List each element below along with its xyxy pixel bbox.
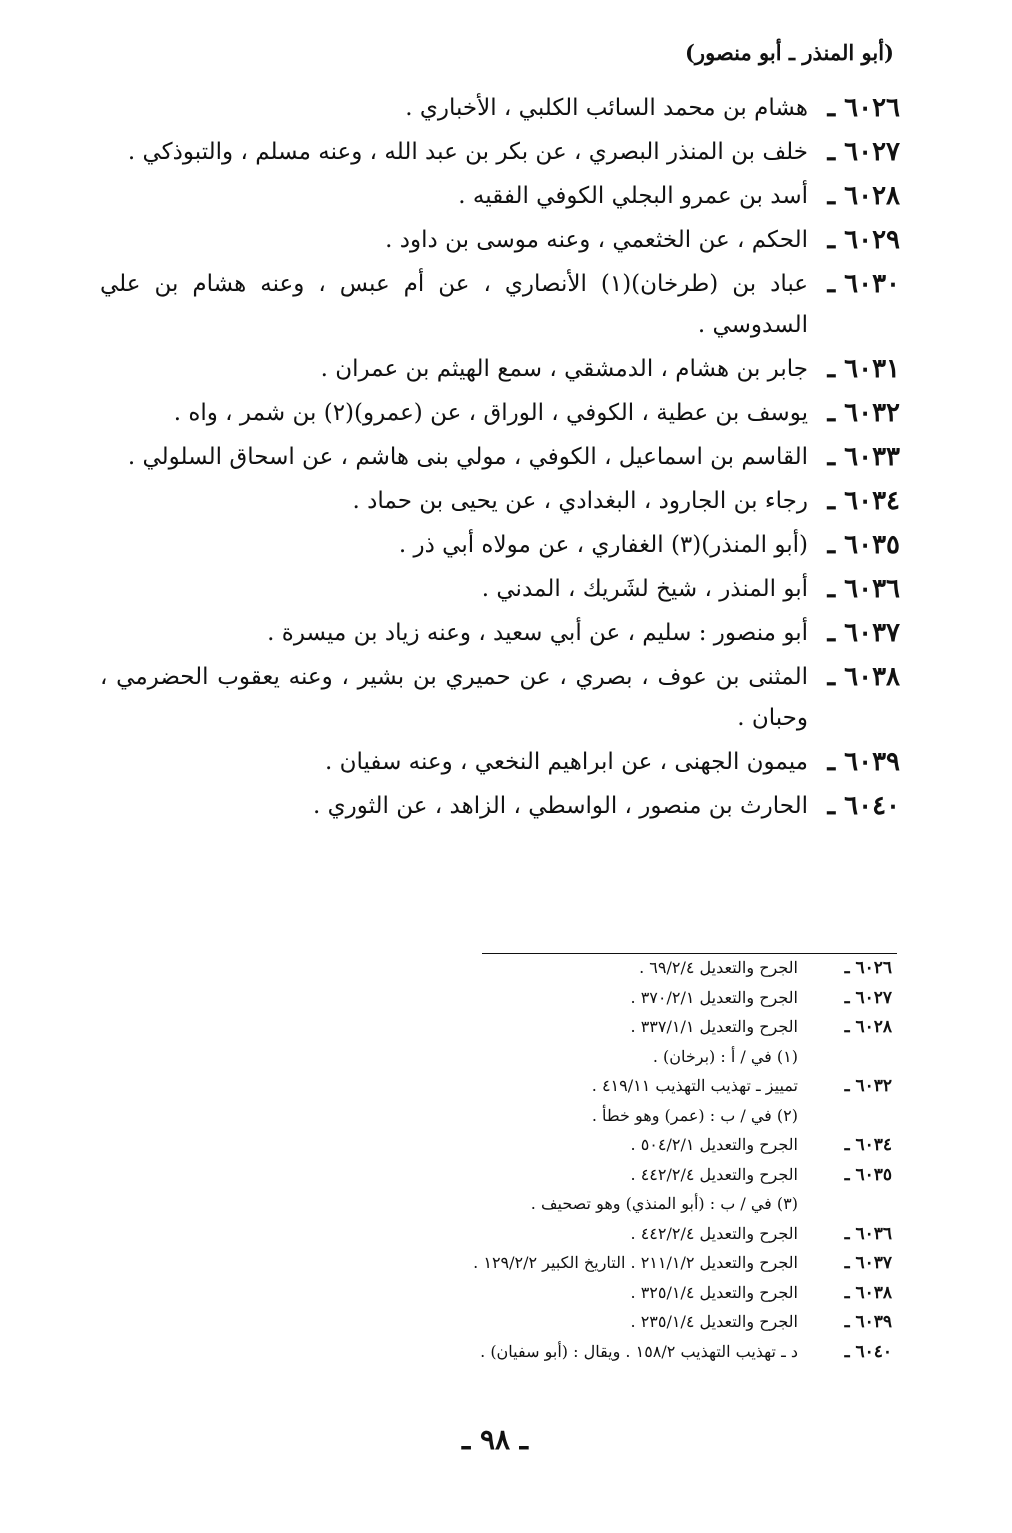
running-header: (أبو المنذر ـ أبو منصور) xyxy=(685,40,894,65)
footnote-number: ٦٠٤٠ ـ xyxy=(844,1341,892,1362)
entry-number: ٦٠٣٠ ـ xyxy=(827,269,900,299)
footnote-text: الجرح والتعديل ٣٣٧/١/١ . xyxy=(630,1017,798,1036)
entry-text: ميمون الجهنى ، عن ابراهيم النخعي ، وعنه سفيان . xyxy=(324,749,808,775)
entry xyxy=(100,220,900,261)
entry-number: ٦٠٣٢ ـ xyxy=(827,398,900,428)
footnote xyxy=(252,1106,892,1136)
entry-text: الحارث بن منصور ، الواسطي ، الزاهد ، عن الثوري . xyxy=(312,793,808,819)
entry-number: ٦٠٢٨ ـ xyxy=(827,181,900,211)
footnote-text: الجرح والتعديل ٥٠٤/٢/١ . xyxy=(630,1135,798,1154)
footnote-divider xyxy=(482,953,897,954)
page-number: ـ ٩٨ ـ xyxy=(462,1423,528,1456)
footnote-text: الجرح والتعديل ٣٧٠/٢/١ . xyxy=(630,987,798,1007)
footnote-text: الجرح والتعديل ٤٤٢/٢/٤ . xyxy=(630,1223,798,1243)
entry-number: ٦٠٣٦ ـ xyxy=(827,574,900,604)
entry-number: ٦٠٢٦ ـ xyxy=(827,93,900,123)
entry-text: خلف بن المنذر البصري ، عن بكر بن عبد الله ، وعنه مسلم ، والتبوذكي . xyxy=(127,139,808,165)
entry-number: ٦٠٢٩ ـ xyxy=(827,225,900,255)
entry-number: ٦٠٣٣ ـ xyxy=(827,442,900,472)
footnote-text: د ـ تهذيب التهذيب ١٥٨/٢ . ويقال : (أبو سفيان) . xyxy=(480,1341,798,1361)
entry xyxy=(100,613,900,654)
footnote xyxy=(252,1312,892,1342)
footnote-text: (١) في / أ : (برخان) . xyxy=(652,1046,798,1066)
footnote-number: ٦٠٣٥ ـ xyxy=(844,1164,892,1185)
footnote-text: (٣) في / ب : (أبو المنذي) وهو تصحيف . xyxy=(530,1194,798,1213)
entry xyxy=(100,481,900,522)
footnote-text: الجرح والتعديل ٢٣٥/١/٤ . xyxy=(630,1312,798,1331)
footnote xyxy=(252,1017,892,1047)
footnote-text: الجرح والتعديل ٢١١/١/٢ . التاريخ الكبير ١٢٩/٢/٢ . xyxy=(473,1253,798,1272)
footnote-number: ٦٠٣٦ ـ xyxy=(844,1223,892,1244)
entry-text: هشام بن محمد السائب الكلبي ، الأخباري . xyxy=(405,95,808,121)
entry-number: ٦٠٣٧ ـ xyxy=(827,618,900,648)
footnote xyxy=(252,1135,892,1165)
entry-number: ٦٠٢٧ ـ xyxy=(827,137,900,167)
entry-text: جابر بن هشام ، الدمشقي ، سمع الهيثم بن عمران . xyxy=(320,356,808,382)
entry xyxy=(100,525,900,566)
entry-text: يوسف بن عطية ، الكوفي ، الوراق ، عن (عمرو)(٢) بن شمر ، واه . xyxy=(173,400,808,426)
entry-number: ٦٠٣٩ ـ xyxy=(827,747,900,777)
footnote-text: الجرح والتعديل ٦٩/٢/٤ . xyxy=(639,958,798,977)
footnote xyxy=(252,1165,892,1195)
footnote xyxy=(252,1194,892,1224)
entry-number: ٦٠٣٨ ـ xyxy=(827,662,900,692)
entry xyxy=(100,88,900,129)
entry-number: ٦٠٣١ ـ xyxy=(827,354,900,384)
footnote xyxy=(252,1047,892,1077)
entry xyxy=(100,437,900,478)
footnote-number: ٦٠٣٩ ـ xyxy=(844,1312,892,1332)
footnote-number: ٦٠٣٧ ـ xyxy=(844,1253,892,1273)
footnotes-list xyxy=(252,958,892,1371)
entry-text: رجاء بن الجارود ، البغدادي ، عن يحيى بن حماد . xyxy=(352,488,808,514)
entry xyxy=(100,176,900,217)
footnote-text: الجرح والتعديل ٤٤٢/٢/٤ . xyxy=(630,1164,798,1184)
entry-text: المثنى بن عوف ، بصري ، عن حميري بن بشير ، وعنه يعقوب الحضرمي ، وحبان . xyxy=(100,664,808,731)
footnote xyxy=(252,1076,892,1106)
entries-list xyxy=(100,88,900,830)
entry-text: أبو منصور : سليم ، عن أبي سعيد ، وعنه زياد بن ميسرة . xyxy=(267,620,808,646)
entry-text: أسد بن عمرو البجلي الكوفي الفقيه . xyxy=(458,183,808,209)
footnote-number: ٦٠٢٨ ـ xyxy=(844,1017,892,1037)
footnote xyxy=(252,1253,892,1283)
footnote-number: ٦٠٢٧ ـ xyxy=(844,987,892,1008)
footnote xyxy=(252,1283,892,1313)
entry xyxy=(100,742,900,783)
entry-text: أبو المنذر ، شيخ لشَريك ، المدني . xyxy=(481,576,808,602)
footnote xyxy=(252,988,892,1018)
footnote-number: ٦٠٣٨ ـ xyxy=(844,1282,892,1303)
footnote-text: (٢) في / ب : (عمر) وهو خطأ . xyxy=(591,1105,798,1125)
entry-number: ٦٠٤٠ ـ xyxy=(827,791,900,821)
entry-number: ٦٠٣٥ ـ xyxy=(827,530,900,560)
footnote-number: ٦٠٣٤ ـ xyxy=(844,1135,892,1155)
entry xyxy=(100,786,900,827)
footnote-number: ٦٠٣٢ ـ xyxy=(844,1076,892,1096)
entry-text: عباد بن (طرخان)(١) الأنصاري ، عن أم عبس ، وعنه هشام بن علي السدوسي . xyxy=(100,271,808,338)
entry-text: (أبو المنذر)(٣) الغفاري ، عن مولاه أبي ذر . xyxy=(398,532,808,558)
footnote xyxy=(252,1224,892,1254)
entry xyxy=(100,132,900,173)
entry-text: الحكم ، عن الخثعمي ، وعنه موسى بن داود . xyxy=(385,227,808,253)
footnote xyxy=(252,958,892,988)
entry xyxy=(100,264,900,346)
footnote-text: تمييز ـ تهذيب التهذيب ٤١٩/١١ . xyxy=(591,1076,798,1095)
footnote-text: الجرح والتعديل ٣٢٥/١/٤ . xyxy=(630,1282,798,1302)
entry xyxy=(100,393,900,434)
footnote-number: ٦٠٢٦ ـ xyxy=(844,958,892,978)
entry-text: القاسم بن اسماعيل ، الكوفي ، مولي بنى هاشم ، عن اسحاق السلولي . xyxy=(127,444,808,470)
footnote xyxy=(252,1342,892,1372)
entry xyxy=(100,349,900,390)
entry-number: ٦٠٣٤ ـ xyxy=(827,486,900,516)
entry xyxy=(100,657,900,739)
entry xyxy=(100,569,900,610)
